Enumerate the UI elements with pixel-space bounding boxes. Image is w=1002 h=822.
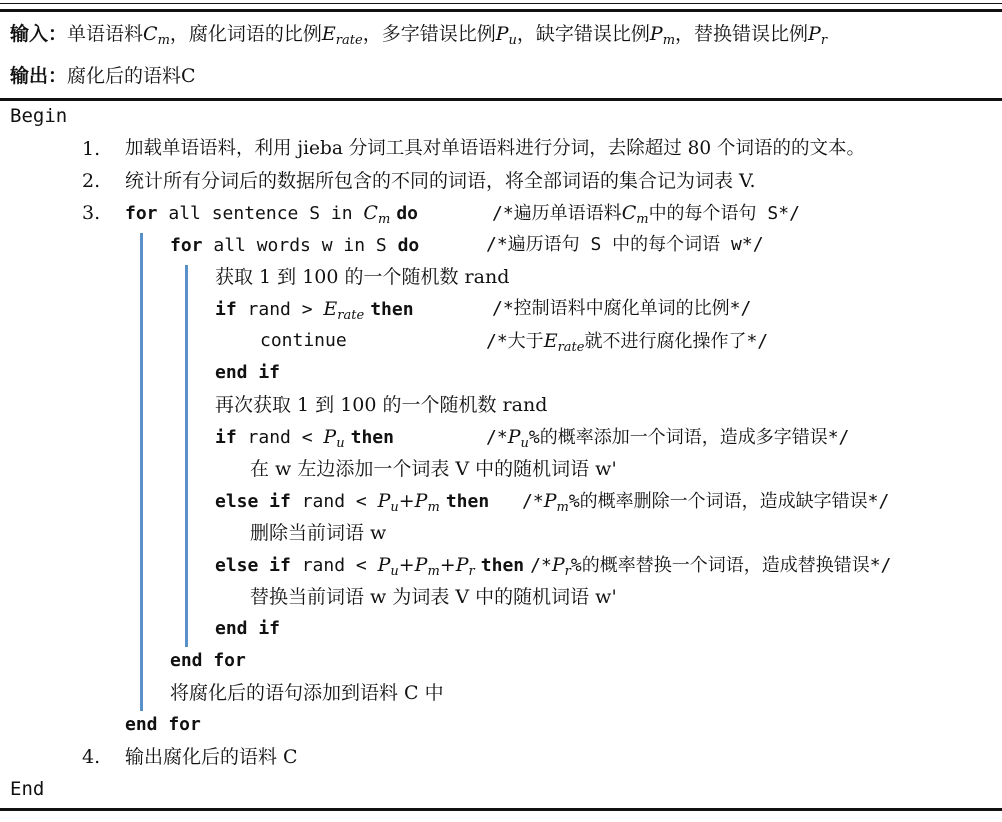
then-keyword: then xyxy=(370,299,414,320)
var-pm: $P_m$ xyxy=(649,23,676,48)
var-erate: $E_{rate}$ xyxy=(321,23,363,48)
end-keyword: End xyxy=(10,778,45,800)
for-keyword: for xyxy=(170,235,203,256)
outer-for-line xyxy=(125,201,418,232)
rand1-line: 获取 1 到 100 的一个随机数 rand xyxy=(215,266,510,288)
begin-keyword: Begin xyxy=(10,105,68,127)
elif1-body: 删除当前词语 w xyxy=(250,522,387,544)
inner-loop-bar xyxy=(185,265,188,647)
elif1-line: else if rand < $P_u+P_m$ then xyxy=(215,490,490,515)
if2-comment: $/*P_u\%$的概率添加一个词语，造成多字错误*/ xyxy=(486,426,850,451)
bottom-rule xyxy=(0,808,1002,811)
end-if-line: end if xyxy=(215,618,281,639)
var-cm: $C_m$ xyxy=(143,23,170,48)
do-keyword: do xyxy=(396,203,419,224)
end-for-line: end for xyxy=(170,650,246,671)
var-pu: $P_u$ xyxy=(495,23,517,48)
var-cm: $C_m$ xyxy=(363,202,391,227)
header-rule xyxy=(0,98,1002,101)
step2-text: 统计所有分词后的数据所包含的不同的词语，将全部词语的集合记为词表 V. xyxy=(125,170,756,192)
step-number: 2. xyxy=(82,170,101,192)
output-label: 输出： xyxy=(10,65,68,87)
output-line xyxy=(10,64,196,88)
step-number: 3. xyxy=(82,202,101,224)
do-keyword: do xyxy=(397,235,420,256)
elif2-body: 替换当前词语 w 为词表 V 中的随机词语 w' xyxy=(250,586,617,608)
if1-line: if rand > $E_{rate}$ then xyxy=(215,298,414,323)
step-number: 4. xyxy=(82,746,101,768)
continue-comment: /*大于$E_{rate}$就不进行腐化操作了*/ xyxy=(486,330,769,355)
inner-for-comment: /*遍历语句 S 中的每个词语 w*/ xyxy=(486,234,764,255)
inner-for-line: for all words w in S do xyxy=(170,235,420,256)
if2-line: if rand < $P_u$ then xyxy=(215,426,394,451)
end-if-line: end if xyxy=(215,362,281,383)
if1-comment: /*控制语料中腐化单词的比例*/ xyxy=(492,298,752,319)
input-text: ，替换错误比例 xyxy=(675,23,809,45)
if-keyword: if xyxy=(215,299,237,320)
input-text: ，腐化词语的比例 xyxy=(169,23,322,45)
elif2-line: else if rand < $P_u+P_m+P_r$ then $/*P_r\%$的概率替换一个词语，造成替换错误*/ xyxy=(215,554,892,579)
for-keyword: for xyxy=(125,203,158,224)
outer-for-comment: /*遍历单语语料$C_m$中的每个语句 S*/ xyxy=(492,202,800,227)
input-line xyxy=(10,22,827,53)
rand2-line: 再次获取 1 到 100 的一个随机数 rand xyxy=(215,394,548,416)
var-pr: $P_r$ xyxy=(808,23,828,48)
add-sentence-line: 将腐化后的语句添加到语料 C 中 xyxy=(170,682,444,704)
loop-text: all sentence S in xyxy=(157,203,364,224)
continue-line: continue xyxy=(260,330,347,351)
if2-body: 在 w 左边添加一个词表 V 中的随机词语 w' xyxy=(250,458,617,480)
input-text: ，多字错误比例 xyxy=(362,23,496,45)
step1-text: 加载单语语料，利用 jieba 分词工具对单语语料进行分词，去除超过 80 个词语的的文本。 xyxy=(125,138,866,159)
step-number: 1. xyxy=(82,138,101,160)
outer-loop-bar xyxy=(140,233,143,711)
top-rule xyxy=(0,3,1002,4)
top-thick-rule xyxy=(0,9,1002,12)
step4-text: 输出腐化后的语料 C xyxy=(125,746,298,768)
end-for-line: end for xyxy=(125,714,201,735)
input-text: 单语语料 xyxy=(67,23,144,45)
elif1-comment: $/*P_m\%$的概率删除一个词语，造成缺字错误*/ xyxy=(522,490,890,515)
input-label: 输入： xyxy=(10,23,68,45)
input-text: ，缺字错误比例 xyxy=(516,23,650,45)
output-text: 腐化后的语料C xyxy=(67,65,196,87)
